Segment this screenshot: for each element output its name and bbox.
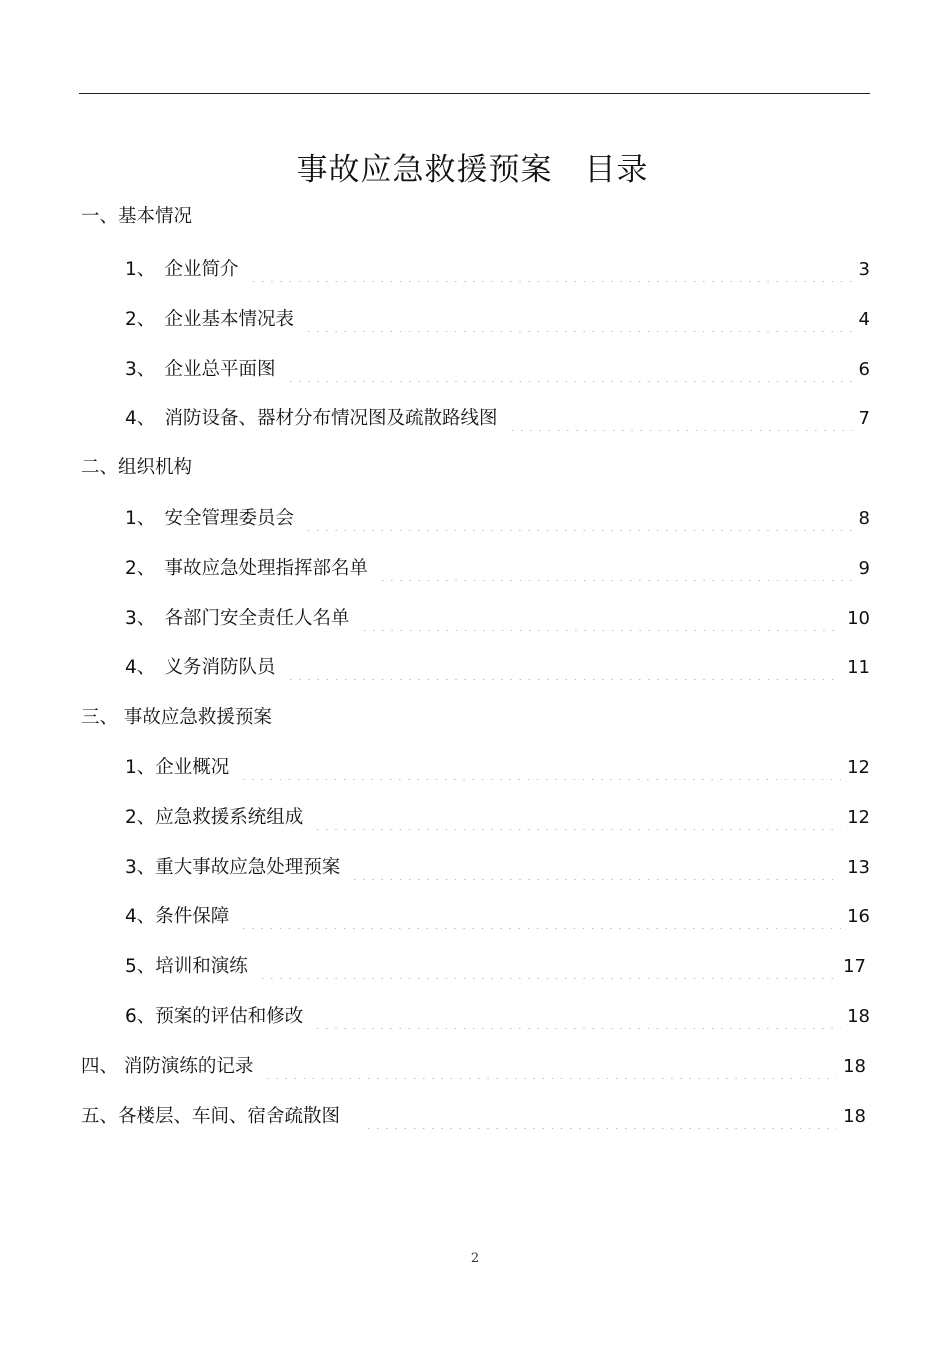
dot-leader	[313, 806, 841, 830]
toc-entry[interactable]	[125, 358, 870, 382]
toc-entry-page: 8	[858, 508, 870, 529]
toc-entry-page: 12	[847, 757, 870, 778]
toc-entry[interactable]	[125, 607, 870, 631]
toc-entry-page: 3	[858, 259, 870, 280]
dot-leader	[304, 308, 853, 332]
dot-leader	[313, 1005, 841, 1029]
dot-leader	[364, 1105, 837, 1129]
toc-entry[interactable]	[125, 856, 870, 880]
toc-entry-page: 7	[858, 408, 870, 429]
toc-entry-page: 10	[847, 608, 870, 629]
toc-entry-label: 3、 各部门安全责任人名单	[125, 608, 350, 629]
toc-entry-page: 6	[858, 359, 870, 380]
dot-leader	[286, 656, 842, 680]
toc-entry-page: 18	[843, 1106, 866, 1127]
dot-leader	[304, 507, 853, 531]
toc-entry-label: 1、 安全管理委员会	[125, 508, 295, 529]
toc-entry-page: 13	[847, 857, 870, 878]
dot-leader	[508, 407, 853, 431]
toc-entry-page: 12	[847, 807, 870, 828]
section-heading-basic-info: 一、基本情况	[81, 206, 193, 227]
toc-entry-label: 四、 消防演练的记录	[81, 1056, 254, 1077]
dot-leader	[239, 756, 841, 780]
dot-leader	[286, 358, 853, 382]
toc-entry[interactable]	[125, 557, 870, 581]
toc-entry[interactable]	[125, 507, 870, 531]
toc-entry[interactable]	[125, 308, 870, 332]
toc-entry-page: 16	[847, 906, 870, 927]
toc-entry-page: 17	[843, 956, 866, 977]
toc-entry[interactable]	[125, 258, 870, 282]
toc-entry-label: 4、 消防设备、器材分布情况图及疏散路线图	[125, 408, 498, 429]
toc-entry-evacuation-maps[interactable]	[81, 1105, 866, 1129]
toc-entry-label: 6、预案的评估和修改	[125, 1006, 304, 1027]
toc-entry-label: 3、重大事故应急处理预案	[125, 857, 341, 878]
toc-entry-label: 5、培训和演练	[125, 956, 248, 977]
toc-entry[interactable]	[125, 806, 870, 830]
toc-entry-label: 4、 义务消防队员	[125, 657, 276, 678]
toc-entry-label: 1、 企业简介	[125, 259, 239, 280]
document-title: 事故应急救援预案 目录	[296, 152, 649, 188]
toc-entry-label: 4、条件保障	[125, 906, 230, 927]
toc-entry-label: 3、 企业总平面图	[125, 359, 276, 380]
page-number: 2	[470, 1251, 480, 1266]
toc-entry-page: 9	[858, 558, 870, 579]
dot-leader	[239, 905, 841, 929]
section-heading-organization: 二、组织机构	[81, 457, 193, 478]
toc-entry-label: 2、应急救援系统组成	[125, 807, 304, 828]
toc-entry[interactable]	[125, 1005, 870, 1029]
toc-entry-page: 4	[858, 309, 870, 330]
toc-entry-page: 11	[847, 657, 870, 678]
dot-leader	[360, 607, 842, 631]
toc-entry[interactable]	[125, 756, 870, 780]
dot-leader	[378, 557, 853, 581]
toc-entry[interactable]	[125, 407, 870, 431]
section-heading-emergency-plan: 三、 事故应急救援预案	[81, 707, 272, 728]
dot-leader	[258, 955, 837, 979]
toc-entry-label: 2、 企业基本情况表	[125, 309, 295, 330]
dot-leader	[263, 1055, 837, 1079]
toc-entry[interactable]	[125, 905, 870, 929]
toc-entry-label: 1、企业概况	[125, 757, 230, 778]
toc-entry-fire-drill-records[interactable]	[81, 1055, 866, 1079]
dot-leader	[249, 258, 853, 282]
toc-entry-label: 2、 事故应急处理指挥部名单	[125, 558, 369, 579]
toc-entry-page: 18	[847, 1006, 870, 1027]
toc-entry-page: 18	[843, 1056, 866, 1077]
dot-leader	[350, 856, 841, 880]
toc-entry[interactable]	[125, 656, 870, 680]
toc-entry[interactable]	[125, 955, 866, 979]
toc-entry-label: 五、各楼层、车间、宿舍疏散图	[81, 1106, 341, 1127]
